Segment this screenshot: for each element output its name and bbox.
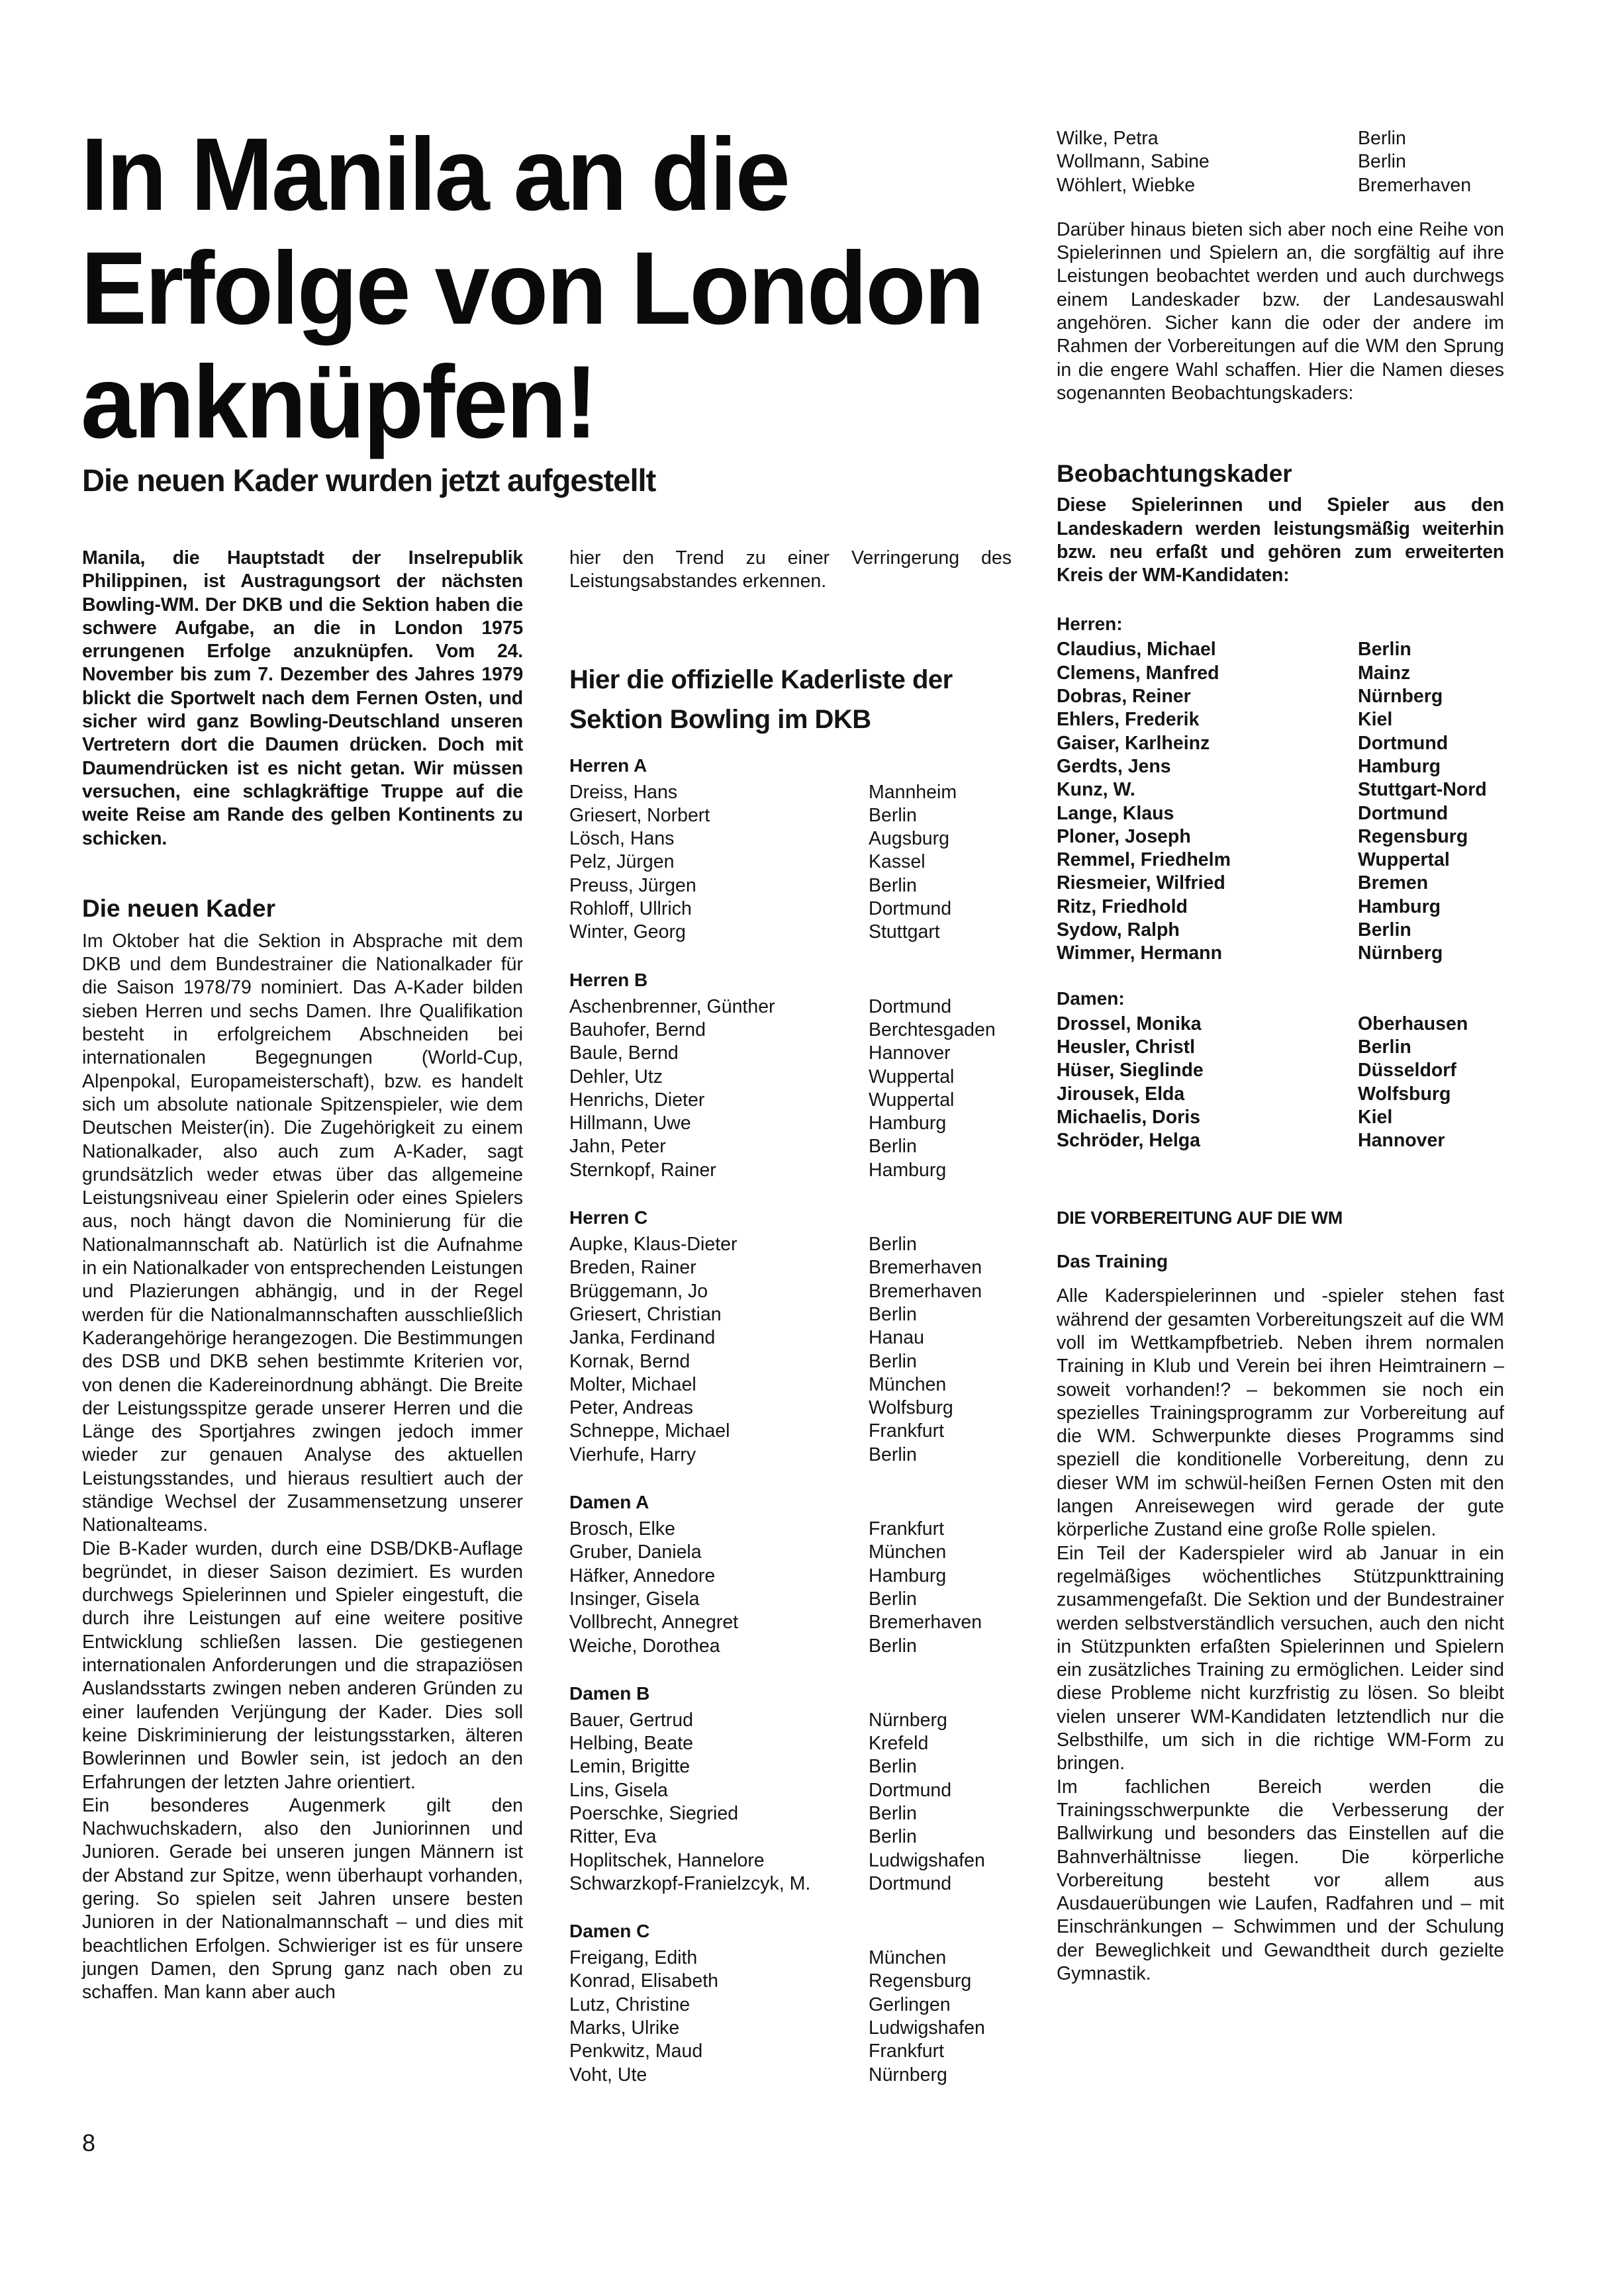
roster-row — [1057, 942, 1504, 965]
roster-row — [1057, 825, 1504, 849]
player-name: Dehler, Utz — [569, 1066, 663, 1087]
player-city: Mannheim — [869, 781, 957, 803]
middle-column — [569, 547, 1012, 2087]
player-city: München — [869, 1541, 947, 1563]
player-name: Ehlers, Frederik — [1057, 709, 1200, 731]
player-city: Stuttgart — [869, 921, 940, 943]
roster-row — [569, 1089, 1012, 1112]
beobachtung-herren-list — [1057, 638, 1504, 965]
player-name: Hüser, Sieglinde — [1057, 1060, 1204, 1081]
roster-row — [1057, 708, 1504, 731]
right-column — [1057, 127, 1504, 1986]
player-city: Ludwigshafen — [869, 2017, 985, 2039]
player-name: Hillmann, Uwe — [569, 1113, 691, 1134]
player-name: Gerdts, Jens — [1057, 755, 1171, 777]
roster-row — [569, 1444, 1012, 1467]
roster-row — [569, 874, 1012, 897]
player-city: Hamburg — [869, 1159, 947, 1181]
roster-row — [569, 1849, 1012, 1872]
player-name: Wilke, Petra — [1057, 128, 1159, 149]
player-city: Berlin — [869, 1802, 917, 1824]
training-heading: Das Training — [1057, 1251, 1168, 1272]
player-name: Aschenbrenner, Günther — [569, 995, 775, 1017]
player-name: Schneppe, Michael — [569, 1420, 730, 1442]
player-city: Hamburg — [869, 1113, 947, 1134]
page-number: 8 — [82, 2129, 96, 2156]
kader-group-title: Damen C — [569, 1921, 650, 1942]
player-city: Hamburg — [1358, 895, 1441, 917]
roster-row — [569, 1709, 1012, 1732]
kader-group — [569, 1206, 1012, 1467]
player-name: Konrad, Elisabeth — [569, 1970, 718, 1992]
player-city: Berlin — [869, 1234, 917, 1256]
player-name: Lösch, Hans — [569, 828, 675, 850]
player-name: Breden, Rainer — [569, 1257, 696, 1279]
player-city: Frankfurt — [869, 2041, 945, 2062]
player-city: Berlin — [1358, 128, 1406, 149]
roster-row — [1057, 638, 1504, 661]
player-city: Nürnberg — [1358, 686, 1443, 708]
training-paragraph: Im fachlichen Bereich werden die Trainingsschwerpunkte die Verbesserung der Ballwirkung und besonders das Einstellen auf die Bahnverhältnisse liegen. Die körperliche Vorbereitung besteht vor allem aus Ausdauerübungen wie Laufen, Radfahren und – mit Einschränkungen – Schwimmen und der Schulung der Beweglichkeit und Gewandtheit durch gezielte Gymnastik. — [1057, 1776, 1504, 1984]
player-city: Augsburg — [869, 828, 950, 850]
roster-row — [569, 1233, 1012, 1256]
player-name: Sydow, Ralph — [1057, 919, 1180, 941]
roster-row — [1057, 685, 1504, 708]
player-name: Preuss, Jürgen — [569, 874, 696, 896]
roster-row — [569, 1825, 1012, 1849]
player-name: Brüggemann, Jo — [569, 1280, 708, 1302]
roster-row — [569, 1350, 1012, 1373]
roster-row — [1057, 872, 1504, 895]
player-city: Berlin — [869, 1444, 917, 1465]
roster-row — [569, 1135, 1012, 1158]
beobachtungskader-lead: Diese Spielerinnen und Spieler aus den Landeskadern werden leistungsmäßig weiterhin bzw. neu erfaßt und gehören zum erweiterten Kreis der WM-Kandidaten: — [1057, 494, 1504, 586]
roster-row — [569, 1518, 1012, 1541]
kader-group-title: Herren B — [569, 969, 648, 990]
player-city: Frankfurt — [869, 1420, 945, 1442]
player-city: Berlin — [869, 804, 917, 826]
player-name: Schröder, Helga — [1057, 1130, 1200, 1152]
roster-row — [1057, 1059, 1504, 1082]
roster-row — [569, 1611, 1012, 1634]
player-city: Dortmund — [1358, 802, 1449, 824]
player-name: Jahn, Peter — [569, 1136, 666, 1158]
player-city: Berlin — [869, 1303, 917, 1325]
player-name: Molter, Michael — [569, 1373, 696, 1395]
kader-group — [569, 968, 1012, 1182]
body-paragraph: Im Oktober hat die Sektion in Absprache mit dem DKB und dem Bundestrainer die Nationalkader für die Saison 1978/79 nominiert. Das A-Kader bilden sieben Herren und sechs Damen. Ihre Qualifikation besteht in erfolgreichem Abschneiden bei internationalen Begegnungen (World-Cup, Alpenpokal, Europameisterschaft), bzw. es handelt sich um absolute nationale Spitzenspieler, wie dem Deutschen Meister(in). Die Zugehörigkeit zu einem Nationalkader, also auch zum A-Kader, sagt grundsätzlich weder etwas über das allgemeine Leistungsniveau einer Spielerin oder eines Spielers aus, noch hängt davon die Nominierung für die Nationalmannschaft ab. Natürlich ist die Aufnahme in ein Nationalkader von entsprechenden Leistungen und Plazierungen abhängig, und in der Regel werden für die Nationalmannschaften ausschließlich Kaderangehörige herangezogen. Die Bestimmungen des DSB und DKB sehen bestimmte Kriterien vor, von denen die Kadereinordnung abhängt. Die Breite der Leistungsspitze gerade unserer Herren und die Länge des Sportjahres zwingen jedoch immer wieder zur genauen Analyse des aktuellen Leistungsstandes, und hieraus resultiert auch der ständige Wechsel der Zusammensetzung unserer Nationalteams. — [82, 930, 523, 1536]
roster-row — [1057, 1013, 1504, 1036]
roster-row — [569, 921, 1012, 944]
player-city: Berlin — [869, 1826, 917, 1848]
player-name: Poerschke, Siegried — [569, 1802, 739, 1824]
player-name: Claudius, Michael — [1057, 639, 1216, 661]
roster-row — [569, 1947, 1012, 1970]
headline-line-2: Erfolge von London — [81, 231, 983, 346]
player-name: Penkwitz, Maud — [569, 2041, 703, 2062]
player-city: Ludwigshafen — [869, 1849, 985, 1871]
player-name: Clemens, Manfred — [1057, 662, 1219, 684]
kader-group-list — [569, 1709, 1012, 1896]
roster-row — [1057, 1129, 1504, 1152]
kader-group — [569, 1682, 1012, 1896]
player-name: Michaelis, Doris — [1057, 1106, 1200, 1128]
player-name: Gaiser, Karlheinz — [1057, 732, 1210, 754]
player-city: München — [869, 1947, 947, 1969]
left-column — [82, 547, 523, 2005]
player-city: Kassel — [869, 851, 926, 873]
roster-row — [1057, 849, 1504, 872]
player-name: Ritter, Eva — [569, 1826, 657, 1848]
player-name: Voht, Ute — [569, 2064, 647, 2086]
roster-row — [569, 1397, 1012, 1420]
player-name: Jirousek, Elda — [1057, 1083, 1185, 1105]
player-city: Wuppertal — [869, 1089, 955, 1111]
player-name: Dreiss, Hans — [569, 781, 678, 803]
roster-row — [1057, 802, 1504, 825]
player-city: Hannover — [869, 1042, 951, 1064]
roster-row — [569, 1066, 1012, 1089]
player-city: Hanau — [869, 1327, 924, 1349]
kader-group-list — [569, 1947, 1012, 2087]
body-paragraph: Die B-Kader wurden, durch eine DSB/DKB-Auflage begründet, in dieser Saison dezimiert. Es wurden durchwegs Spielerinnen und Spieler eingestuft, die durch ihre Leistungen auf eine weitere positive Entwicklung schließen lassen. Die gestiegenen internationalen Anforderungen und die strapaziösen Auslandsstarts zwingen neben anderen Gründen zu einer laufenden Verjüngung der Kader. Dies soll keine Diskriminierung der leistungsstarken, älteren Bowlerinnen und Bowler sein, ist jedoch an den Erfahrungen der letzten Jahre orientiert. — [82, 1538, 523, 1793]
player-name: Heusler, Christl — [1057, 1036, 1196, 1058]
player-name: Helbing, Beate — [569, 1733, 693, 1755]
roster-row — [569, 850, 1012, 874]
player-name: Kornak, Bernd — [569, 1350, 691, 1372]
kader-group-list — [569, 781, 1012, 944]
player-city: Berchtesgaden — [869, 1019, 996, 1040]
damen-label: Damen: — [1057, 987, 1125, 1009]
headline-line-1: In Manila an die — [81, 117, 789, 232]
player-name: Schwarzkopf-Franielzcyk, M. — [569, 1872, 811, 1894]
headline — [81, 118, 1009, 459]
player-name: Lutz, Christine — [569, 1994, 691, 2015]
player-name: Vierhufe, Harry — [569, 1444, 696, 1465]
roster-row — [569, 1732, 1012, 1755]
player-city: Dortmund — [869, 898, 952, 920]
player-name: Lange, Klaus — [1057, 802, 1174, 824]
player-name: Dobras, Reiner — [1057, 686, 1191, 708]
player-city: Dortmund — [869, 995, 952, 1017]
roster-row — [569, 1755, 1012, 1778]
roster-row — [569, 1802, 1012, 1825]
player-name: Wöhlert, Wiebke — [1057, 174, 1196, 196]
player-name: Wimmer, Hermann — [1057, 942, 1222, 964]
kader-group-list — [569, 995, 1012, 1182]
lead-paragraph: Manila, die Hauptstadt der Inselrepublik Philippinen, ist Austragungsort der nächsten Bowling-WM. Der DKB und die Sektion haben die schwere Aufgabe, an die in London 1975 errungenen Erfolge anzuknüpfen. Vom 24. November bis zum 7. Dezember des Jahres 1979 blickt die Sportwelt nach dem Fernen Osten, und sicher wird ganz Bowling-Deutschland unseren Vertretern dort die Daumen drücken. Doch mit Daumendrücken ist es nicht getan. Wir müssen versuchen, eine schlagkräftige Truppe auf die weite Reise am Rande des gelben Kontinents zu schicken. — [82, 547, 523, 849]
player-name: Insinger, Gisela — [569, 1588, 700, 1610]
roster-row — [1057, 1106, 1504, 1129]
player-city: Düsseldorf — [1358, 1060, 1456, 1081]
player-city: Kiel — [1358, 709, 1393, 731]
player-city: Wuppertal — [1358, 849, 1450, 871]
roster-row — [1057, 732, 1504, 755]
player-city: Krefeld — [869, 1733, 929, 1755]
player-name: Drossel, Monika — [1057, 1013, 1202, 1034]
kader-group — [569, 754, 1012, 944]
kader-group — [569, 1491, 1012, 1658]
roster-row — [569, 2064, 1012, 2087]
beobachtung-damen-list — [1057, 1013, 1504, 1153]
player-city: Nürnberg — [869, 1709, 947, 1731]
continuation-paragraph: hier den Trend zu einer Verringerung des Leistungsabstandes erkennen. — [569, 547, 1012, 592]
roster-row — [569, 1019, 1012, 1042]
player-city: Berlin — [1358, 919, 1411, 941]
roster-row — [569, 1159, 1012, 1182]
roster-row — [569, 1326, 1012, 1350]
player-city: Stuttgart-Nord — [1358, 779, 1487, 801]
player-city: Oberhausen — [1358, 1013, 1468, 1034]
player-city: Berlin — [1358, 151, 1406, 173]
training-paragraph: Alle Kaderspielerinnen und -spieler stehen fast während der gesamten Vorbereitungszeit auf die WM voll im Wettkampfbetrieb. Neben ihrem normalen Training in Klub und Verein bei ihren Heimtrainern – soweit vorhanden!? – bekommen sie noch ein spezielles Trainingsprogramm zur Vorbereitung auf die WM. Schwerpunkte dieses Programms sind speziell die konditionelle Vorbereitung, denn zu dieser WM im schwül-heißen Fernen Osten mit den langen Anreisewegen wird gerade der gute körperliche Zustand eine große Rolle spielen. — [1057, 1285, 1504, 1541]
player-city: Mainz — [1358, 662, 1411, 684]
kader-group-title: Herren A — [569, 755, 647, 776]
roster-row — [569, 2017, 1012, 2040]
player-name: Bauer, Gertrud — [569, 1709, 693, 1731]
roster-row — [569, 1994, 1012, 2017]
body-paragraph: Ein besonderes Augenmerk gilt den Nachwuchskadern, also den Juniorinnen und Junioren. Gerade bei unseren jungen Männern ist der Abstand zur Spitze, wenn überhaupt vorhanden, gering. So spielen seit Jahren unsere besten Junioren in der Nationalmannschaft – und dies mit beachtlichen Erfolgen. Schwieriger ist es für unsere jungen Damen, den Sprung ganz nach oben zu schaffen. Man kann aber auch — [82, 1794, 523, 2003]
player-city: Bremerhaven — [869, 1612, 982, 1633]
intro-paragraph: Darüber hinaus bieten sich aber noch eine Reihe von Spielerinnen und Spielern an, die sorgfältig auf ihre Leistungen beobachtet werden und auch durchwegs einem Landeskader bzw. der Landesauswahl angehören. Sicher kann die oder der andere im Rahmen der Vorbereitungen auf die WM den Sprung in die engere Wahl schaffen. Hier die Namen dieses sogenannten Beobachtungskaders: — [1057, 218, 1504, 404]
roster-row — [569, 1635, 1012, 1658]
player-name: Gruber, Daniela — [569, 1541, 702, 1563]
subtitle: Die neuen Kader wurden jetzt aufgestellt — [82, 463, 656, 498]
player-name: Lemin, Brigitte — [569, 1756, 691, 1778]
kader-group-title: Herren C — [569, 1207, 648, 1228]
player-name: Ploner, Joseph — [1057, 825, 1191, 847]
player-name: Griesert, Christian — [569, 1303, 722, 1325]
player-city: Berlin — [869, 1350, 917, 1372]
player-city: Nürnberg — [1358, 942, 1443, 964]
player-name: Vollbrecht, Annegret — [569, 1612, 739, 1633]
player-city: Dortmund — [869, 1872, 952, 1894]
player-name: Brosch, Elke — [569, 1518, 675, 1540]
roster-row — [569, 1779, 1012, 1802]
player-city: Gerlingen — [869, 1994, 951, 2015]
player-city: Bremerhaven — [1358, 174, 1472, 196]
kader-group-title: Damen B — [569, 1682, 650, 1704]
roster-row — [1057, 174, 1504, 197]
player-city: Bremerhaven — [869, 1257, 982, 1279]
roster-row — [569, 1373, 1012, 1397]
player-city: Wolfsburg — [1358, 1083, 1451, 1105]
player-city: Berlin — [869, 1635, 917, 1657]
player-city: Dortmund — [1358, 732, 1449, 754]
player-city: Wolfsburg — [869, 1397, 953, 1419]
player-city: Hamburg — [869, 1565, 947, 1586]
roster-row — [569, 1256, 1012, 1279]
player-city: Berlin — [869, 1756, 917, 1778]
roster-row — [569, 995, 1012, 1019]
herren-label: Herren: — [1057, 614, 1123, 635]
player-name: Kunz, W. — [1057, 779, 1135, 801]
player-city: Bremen — [1358, 872, 1429, 894]
roster-row — [569, 1303, 1012, 1326]
player-city: Dortmund — [869, 1779, 952, 1801]
kader-groups — [569, 754, 1012, 2087]
roster-row — [1057, 895, 1504, 919]
player-name: Pelz, Jürgen — [569, 851, 675, 873]
kader-group-list — [569, 1233, 1012, 1467]
roster-row — [1057, 1036, 1504, 1059]
beobachtungskader-heading: Beobachtungskader — [1057, 460, 1292, 488]
roster-row — [569, 1042, 1012, 1065]
player-city: Berlin — [869, 874, 917, 896]
player-name: Griesert, Norbert — [569, 804, 710, 826]
kader-group-title: Damen A — [569, 1492, 649, 1513]
player-city: Berlin — [869, 1136, 917, 1158]
player-city: Nürnberg — [869, 2064, 947, 2086]
player-name: Freigang, Edith — [569, 1947, 698, 1969]
player-name: Peter, Andreas — [569, 1397, 693, 1419]
roster-row — [569, 1280, 1012, 1303]
roster-row — [1057, 127, 1504, 150]
player-city: Berlin — [869, 1588, 917, 1610]
training-paragraph: Ein Teil der Kaderspieler wird ab Januar in ein regelmäßiges wöchentliches Stützpunkttraining zusammengefaßt. Die Sektion und der Bundestrainer werden selbstverständlich versuchen, auch den nicht in Stützpunkten erfaßten Spielerinnen und Spielern ein zusätzliches Training zu ermöglichen. Leider sind diese Probleme nicht kurzfristig zu lösen. So bleibt vielen unserer WM-Kandidaten letztendlich nur die Selbsthilfe, um sich in die richtige WM-Form zu bringen. — [1057, 1542, 1504, 1774]
player-name: Henrichs, Dieter — [569, 1089, 705, 1111]
player-city: Regensburg — [869, 1970, 972, 1992]
roster-row — [569, 827, 1012, 850]
player-city: Regensburg — [1358, 825, 1468, 847]
player-name: Hoplitschek, Hannelore — [569, 1849, 765, 1871]
roster-row — [1057, 662, 1504, 685]
roster-row — [1057, 755, 1504, 778]
player-name: Ritz, Friedhold — [1057, 895, 1188, 917]
player-city: Frankfurt — [869, 1518, 945, 1540]
player-city: Wuppertal — [869, 1066, 955, 1087]
roster-row — [569, 2040, 1012, 2063]
player-name: Sternkopf, Rainer — [569, 1159, 716, 1181]
player-city: Bremerhaven — [869, 1280, 982, 1302]
vorbereitung-heading: DIE VORBEREITUNG AUF DIE WM — [1057, 1208, 1343, 1228]
roster-row — [1057, 150, 1504, 173]
player-name: Janka, Ferdinand — [569, 1327, 716, 1349]
roster-row — [569, 1565, 1012, 1588]
damen-c-continued-list — [1057, 127, 1504, 197]
player-city: Kiel — [1358, 1106, 1393, 1128]
section-heading-neue-kader: Die neuen Kader — [82, 894, 275, 922]
kader-group — [569, 1919, 1012, 2087]
player-city: Hamburg — [1358, 755, 1441, 777]
roster-row — [569, 1112, 1012, 1135]
roster-row — [569, 1588, 1012, 1611]
player-name: Remmel, Friedhelm — [1057, 849, 1231, 871]
kader-group-list — [569, 1518, 1012, 1658]
player-name: Marks, Ulrike — [569, 2017, 680, 2039]
player-city: München — [869, 1373, 947, 1395]
roster-row — [1057, 1083, 1504, 1106]
roster-row — [1057, 778, 1504, 802]
player-name: Weiche, Dorothea — [569, 1635, 720, 1657]
player-name: Lins, Gisela — [569, 1779, 668, 1801]
player-name: Winter, Georg — [569, 921, 686, 943]
roster-row — [569, 1541, 1012, 1564]
player-city: Berlin — [1358, 639, 1411, 661]
player-name: Rohloff, Ullrich — [569, 898, 692, 920]
roster-row — [1057, 919, 1504, 942]
player-name: Wollmann, Sabine — [1057, 151, 1210, 173]
roster-row — [569, 897, 1012, 921]
kaderliste-heading: Hier die offizielle Kaderliste der Sektion Bowling im DKB — [569, 665, 953, 734]
headline-line-3: anknüpfen! — [81, 345, 596, 460]
player-name: Aupke, Klaus-Dieter — [569, 1234, 738, 1256]
player-city: Berlin — [1358, 1036, 1411, 1058]
roster-row — [569, 781, 1012, 804]
roster-row — [569, 804, 1012, 827]
player-name: Bauhofer, Bernd — [569, 1019, 706, 1040]
roster-row — [569, 1872, 1012, 1896]
player-city: Hannover — [1358, 1130, 1445, 1152]
player-name: Baule, Bernd — [569, 1042, 679, 1064]
player-name: Häfker, Annedore — [569, 1565, 716, 1586]
roster-row — [569, 1420, 1012, 1443]
roster-row — [569, 1970, 1012, 1993]
player-name: Riesmeier, Wilfried — [1057, 872, 1225, 894]
